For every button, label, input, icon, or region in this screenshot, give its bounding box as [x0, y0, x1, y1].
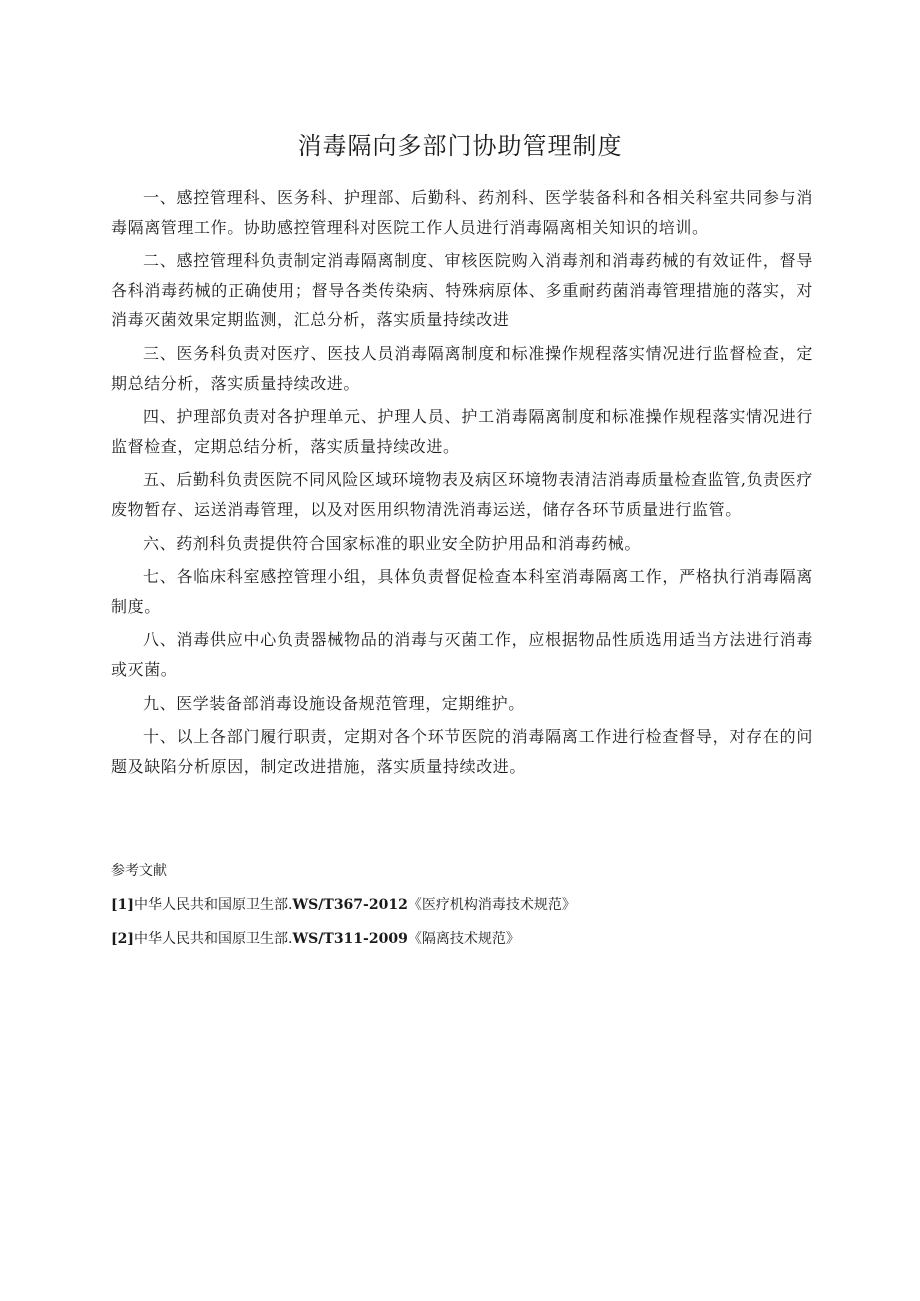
references-heading: 参考文献: [111, 863, 167, 879]
reference-number: [2]: [111, 931, 134, 947]
reference-item-2: [111, 928, 813, 950]
paragraph-9: 九、医学装备部消毒设施设备规范管理，定期维护。: [143, 693, 525, 713]
paragraph-7: 七、各临床科室感控管理小组，具体负责督促检查本科室消毒隔离工作，严格执行消毒隔离制度。: [111, 567, 813, 616]
reference-publisher: 中华人民共和国原卫生部.: [134, 897, 293, 913]
paragraph-4: 四、护理部负责对各护理单元、护理人员、护工消毒隔离制度和标准操作规程落实情况进行监督检查，定期总结分析，落实质量持续改进。: [111, 407, 813, 456]
paragraph-1: 一、感控管理科、医务科、护理部、后勤科、药剂科、医学装备科和各相关科室共同参与消毒隔离管理工作。协助感控管理科对医院工作人员进行消毒隔离相关知识的培训。: [111, 188, 813, 237]
reference-number: [1]: [111, 897, 134, 913]
reference-publisher: 中华人民共和国原卫生部.: [134, 931, 293, 947]
document-body: [111, 183, 813, 785]
paragraph-5: 五、后勤科负责医院不同风险区域环境物表及病区环境物表清洁消毒质量检查监管,负责医疗废物暂存、运送消毒管理，以及对医用织物清洗消毒运送，储存各环节质量进行监管。: [111, 470, 813, 519]
reference-standard-name: 《医疗机构消毒技术规范》: [407, 897, 576, 913]
paragraph-2: 二、感控管理科负责制定消毒隔离制度、审核医院购入消毒剂和消毒药械的有效证件，督导各科消毒药械的正确使用；督导各类传染病、特殊病原体、多重耐药菌消毒管理措施的落实，对消毒灭菌效果定期监测，汇总分析，落实质量持续改进: [111, 251, 813, 330]
reference-item-1: [111, 894, 813, 916]
reference-standard-code: WS/T367-2012: [292, 897, 408, 913]
paragraph-6: 六、药剂科负责提供符合国家标准的职业安全防护用品和消毒药械。: [143, 533, 642, 553]
reference-standard-name: 《隔离技术规范》: [407, 931, 520, 947]
paragraph-10: 十、以上各部门履行职责，定期对各个环节医院的消毒隔离工作进行检查督导，对存在的问题及缺陷分析原因，制定改进措施，落实质量持续改进。: [111, 727, 813, 776]
paragraph-3: 三、医务科负责对医疗、医技人员消毒隔离制度和标准操作规程落实情况进行监督检查，定期总结分析，落实质量持续改进。: [111, 343, 813, 393]
reference-standard-code: WS/T311-2009: [292, 931, 408, 947]
references-section: [111, 860, 813, 962]
document-title: 消毒隔向多部门协助管理制度: [297, 132, 623, 160]
paragraph-8: 八、消毒供应中心负责器械物品的消毒与灭菌工作，应根据物品性质选用适当方法进行消毒或灭菌。: [111, 630, 813, 679]
